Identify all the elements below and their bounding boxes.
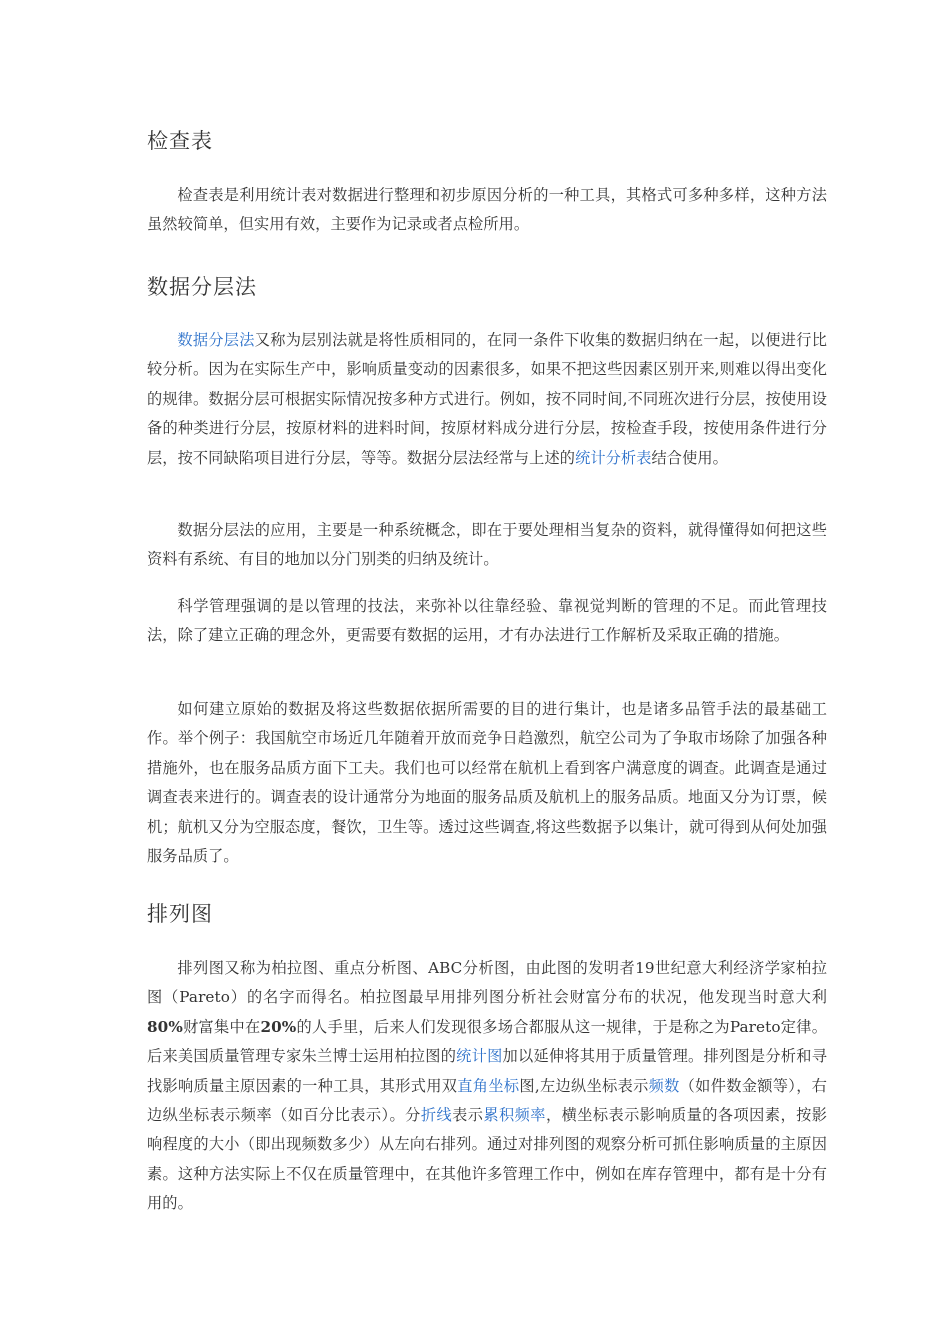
pareto-text-6: （如件数金额等），右边纵坐标表示频率（如百分比表示）。分 — [147, 1076, 827, 1125]
link-statistical-table[interactable]: 统计分析表 — [575, 448, 652, 467]
section-title-stratification: 数据分层法 — [147, 275, 257, 299]
link-cumulative-frequency[interactable]: 累积频率 — [483, 1106, 546, 1125]
pareto-20-percent: 20% — [260, 1017, 297, 1036]
pareto-paragraph — [147, 954, 827, 1219]
pareto-text-3: 的人手里，后来人们发现很多场合都服从这一规律，于是称之为Pareto定律。后来美国质量管理专家朱兰博士运用柏拉图的 — [147, 1017, 827, 1066]
link-data-stratification[interactable]: 数据分层法 — [177, 331, 255, 349]
section-title-pareto: 排列图 — [147, 902, 213, 926]
pareto-text-8: ，横坐标表示影响质量的各项因素，按影响程度的大小（即出现频数多少）从左向右排列。通过对排列图的观察分析可抓住影响质量的主原因素。这种方法实际上不仅在质量管理中，在其他许多管理工作中，例如在库存管理中，都有是十分有用的。 — [147, 1106, 828, 1213]
pareto-80-percent: 80% — [147, 1017, 183, 1036]
stratification-paragraph-3: 科学管理强调的是以管理的技法，来弥补以往靠经验、靠视觉判断的管理的不足。而此管理技法，除了建立正确的理念外，更需要有数据的运用，才有办法进行工作解析及采取正确的措施。 — [147, 597, 827, 645]
stratification-paragraph-1 — [147, 326, 827, 473]
section-title-check-table: 检查表 — [147, 129, 213, 153]
link-statistical-chart[interactable]: 统计图 — [456, 1047, 503, 1066]
pareto-text-2: 财富集中在 — [182, 1017, 261, 1036]
stratification-paragraph-4: 如何建立原始的数据及将这些数据依据所需要的目的进行集计，也是诸多品管手法的最基础工作。举个例子：我国航空市场近几年随着开放而竞争日趋激烈，航空公司为了争取市场除了加强各种措施外，也在服务品质方面下工夫。我们也可以经常在航机上看到客户满意度的调查。此调查是通过调查表来进行的。调查表的设计通常分为地面的服务品质及航机上的服务品质。地面又分为订票，候机；航机又分为空服态度，餐饮，卫生等。透过这些调查,将这些数据予以集计，就可得到从何处加强服务品质了。 — [147, 700, 827, 866]
link-frequency[interactable]: 频数 — [648, 1076, 680, 1095]
stratification-text-2: 结合使用。 — [651, 448, 728, 467]
pareto-text-4: 加以延伸将其用于质量管理。排列图是分析和寻找影响质量主原因素的一种工具，其形式用双 — [147, 1047, 827, 1095]
link-rectangular-coordinates[interactable]: 直角坐标 — [457, 1076, 520, 1095]
check-table-paragraph: 检查表是利用统计表对数据进行整理和初步原因分析的一种工具，其格式可多种多样，这种方法虽然较简单，但实用有效，主要作为记录或者点检所用。 — [147, 186, 827, 234]
link-polyline[interactable]: 折线 — [420, 1106, 453, 1125]
stratification-text-1: 又称为层别法就是将性质相同的，在同一条件下收集的数据归纳在一起，以便进行比较分析。因为在实际生产中，影响质量变动的因素很多，如果不把这些因素区别开来,则难以得出变化的规律。数据分层可根据实际情况按多种方式进行。例如，按不同时间,不同班次进行分层，按使用设备的种类进行分层，按原材料的进料时间，按原材料成分进行分层，按检查手段，按使用条件进行分层，按不同缺陷项目进行分层，等等。数据分层法经常与上述的 — [147, 331, 827, 467]
pareto-text-5: 图,左边纵坐标表示 — [519, 1076, 649, 1095]
stratification-paragraph-2: 数据分层法的应用，主要是一种系统概念，即在于要处理相当复杂的资料，就得懂得如何把这些资料有系统、有目的地加以分门别类的归纳及统计。 — [147, 521, 827, 569]
pareto-text-7: 表示 — [452, 1106, 484, 1125]
pareto-text-1: 排列图又称为柏拉图、重点分析图、ABC分析图，由此图的发明者19世纪意大利经济学家柏拉图（Pareto）的名字而得名。柏拉图最早用排列图分析社会财富分布的状况，他发现当时意大利 — [147, 959, 827, 1007]
